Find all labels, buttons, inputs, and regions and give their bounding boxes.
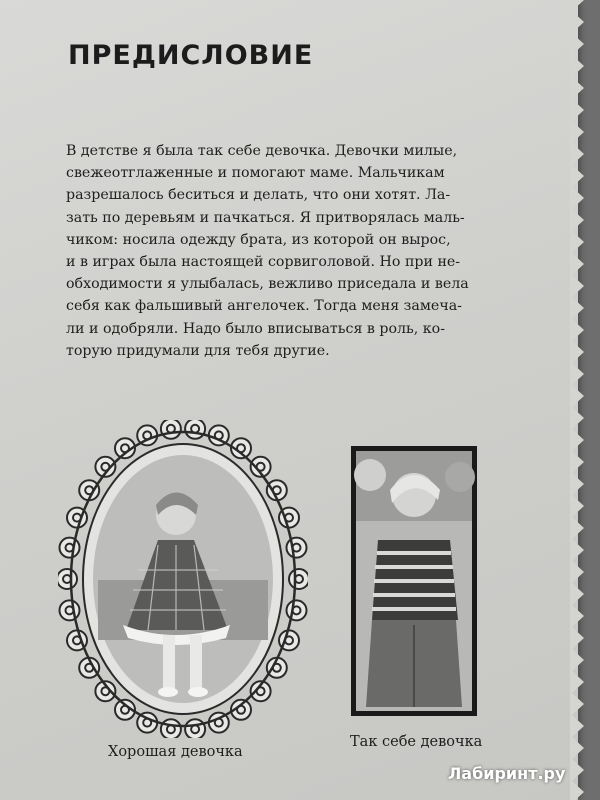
page-heading: ПРЕДИСЛОВИЕ [68,40,314,71]
paragraph-line: В детстве я была так себе девочка. Девочки милые, [66,143,458,159]
scallop [60,538,80,558]
paragraph-line: зать по деревьям и пачкаться. Я притворялась маль- [66,209,465,226]
paragraph-line: обходимости я улыбалась, вежливо приседала и вела [66,276,469,293]
paragraph-line: себя как фальшивый ангелочек. Тогда меня замеча- [66,298,462,315]
scallop [161,420,181,439]
scallop [185,420,205,439]
scallop [60,600,80,620]
photo-caption-so-so-girl: Так себе девочка [350,734,483,750]
paragraph-line: разрешалось беситься и делать, что они хотят. Ла- [66,187,451,204]
paragraph [66,140,508,362]
paragraph-line: свежеотглаженные и помогают маме. Мальчикам [66,165,445,182]
page-edge-zigzag [570,0,600,800]
paragraph-line: и в играх была настоящей сорвиголовой. Но при не- [66,254,461,271]
scallop [289,569,308,589]
labirint-watermark: Лабиринт.ру [448,764,566,783]
scallop [287,600,307,620]
scallop [185,719,205,738]
paragraph-line: ли и одобряли. Надо было вписываться в роль, ко- [66,320,445,337]
scallop [161,719,181,738]
photo-caption-good-girl: Хорошая девочка [108,744,243,760]
oval-photo-frame [58,420,308,738]
paragraph-line: торую придумали для тебя другие. [66,342,330,359]
paragraph-line: чиком: носила одежду брата, из которой он вырос, [66,231,451,248]
rect-photo-frame [350,445,478,717]
scallop [58,569,77,589]
scallop [287,538,307,558]
